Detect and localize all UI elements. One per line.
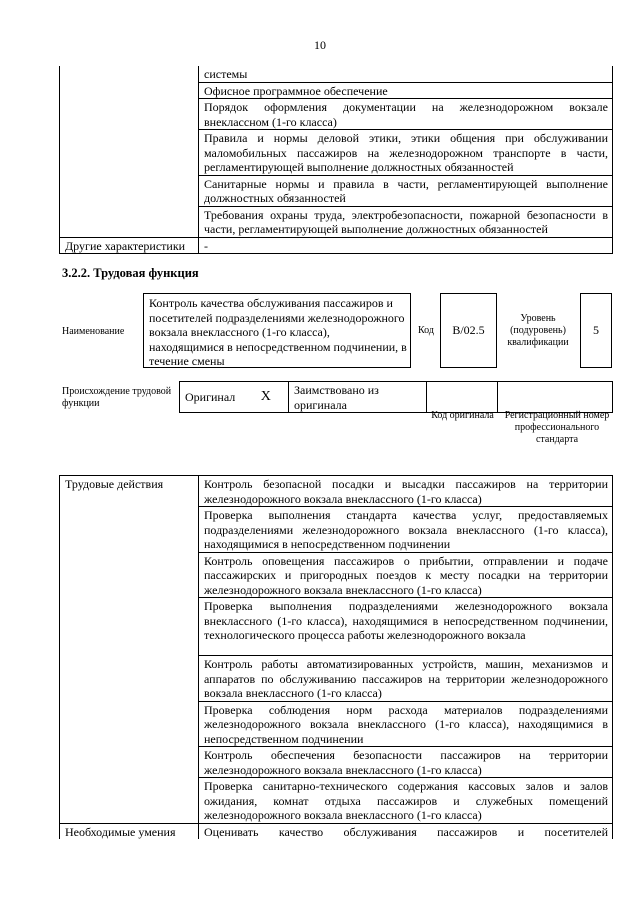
labor-action: Проверка выполнения стандарта качества услуг, предоставляемых подразделениями железнодорожного вокзала внеклассного (1-го класса), находящимися в непосредственном подчинении (199, 507, 613, 553)
origin-code-cell (427, 382, 498, 413)
code-value-box: В/02.5 (440, 293, 497, 368)
labor-action: Проверка выполнения подразделениями железнодорожного вокзала внеклассного (1-го класса), находящимися в непосредственном подчинении, технологического процесса работы железнодорожного вокзала (199, 598, 613, 656)
name-label: Наименование (62, 326, 125, 337)
page-number: 10 (314, 38, 326, 52)
origin-label: Происхождение трудовой функции (62, 386, 172, 409)
knowledge-row: Порядок оформления документации на железнодорожном вокзале внеклассном (1-го класса) (199, 99, 613, 130)
knowledge-row: Санитарные нормы и правила в части, регламентирующей выполнение должностных обязанностей (199, 175, 613, 206)
knowledge-row: Офисное программное обеспечение (199, 82, 613, 99)
knowledge-row: Правила и нормы деловой этики, этики общения при обслуживании маломобильных пассажиров на железнодорожном транспорте в части, регламентирующей выполнение должностных обязанностей (199, 130, 613, 176)
function-name-box: Контроль качества обслуживания пассажиров и посетителей подразделениями железнодорожного вокзала внеклассного (1-го класса), находящимися в непосредственном подчинении, в течение смены (143, 293, 411, 368)
required-skills-label: Необходимые умения (60, 823, 199, 839)
knowledge-table (59, 66, 613, 254)
knowledge-row: Требования охраны труда, электробезопасности, пожарной безопасности в части, регламентирующей выполнение должностных обязанностей (199, 206, 613, 237)
labor-action: Контроль оповещения пассажиров о прибытии, отправлении и подаче пассажирских и пригородных поездов к месту посадки на территории железнодорожного вокзала внеклассного (1-го класса) (199, 552, 613, 598)
section-heading: 3.2.2. Трудовая функция (62, 266, 199, 280)
labor-action: Проверка санитарно-технического содержания кассовых залов и залов ожидания, комнат отдыха пассажиров и служебных помещений железнодорожного вокзала внеклассного (1-го класса) (199, 778, 613, 824)
labor-actions-table (59, 475, 613, 839)
code-original-caption: Код оригинала (431, 410, 494, 421)
knowledge-label-cell (60, 66, 199, 237)
borrowed-label: Заимствовано из оригинала (289, 382, 427, 413)
origin-table (179, 381, 613, 413)
origin-reg-cell (498, 382, 613, 413)
other-characteristics-label: Другие характеристики (60, 237, 199, 254)
labor-action: Проверка соблюдения норм расхода материалов подразделениями железнодорожного вокзала внеклассного (1-го класса), находящимися в непосредственном подчинении (199, 701, 613, 747)
labor-action: Контроль безопасной посадки и высадки пассажиров на территории железнодорожного вокзала внеклассного (1-го класса) (199, 476, 613, 507)
labor-actions-label: Трудовые действия (60, 476, 199, 824)
knowledge-row: системы (199, 66, 613, 82)
labor-action: Контроль обеспечения безопасности пассажиров на территории железнодорожного вокзала внеклассного (1-го класса) (199, 747, 613, 778)
other-characteristics-value: - (199, 237, 613, 254)
level-value-box: 5 (580, 293, 612, 368)
level-label: Уровень (подуровень) квалификации (507, 313, 569, 348)
code-label: Код (418, 325, 434, 336)
required-skill: Оценивать качество обслуживания пассажиров и посетителей (199, 823, 613, 839)
labor-action: Контроль работы автоматизированных устройств, машин, механизмов и аппаратов по обслуживанию пассажиров на территории железнодорожного вокзала внеклассного (1-го класса) (199, 656, 613, 702)
original-mark: X (243, 382, 289, 413)
reg-number-caption: Регистрационный номер профессионального стандарта (504, 410, 610, 445)
original-label: Оригинал (180, 382, 243, 413)
